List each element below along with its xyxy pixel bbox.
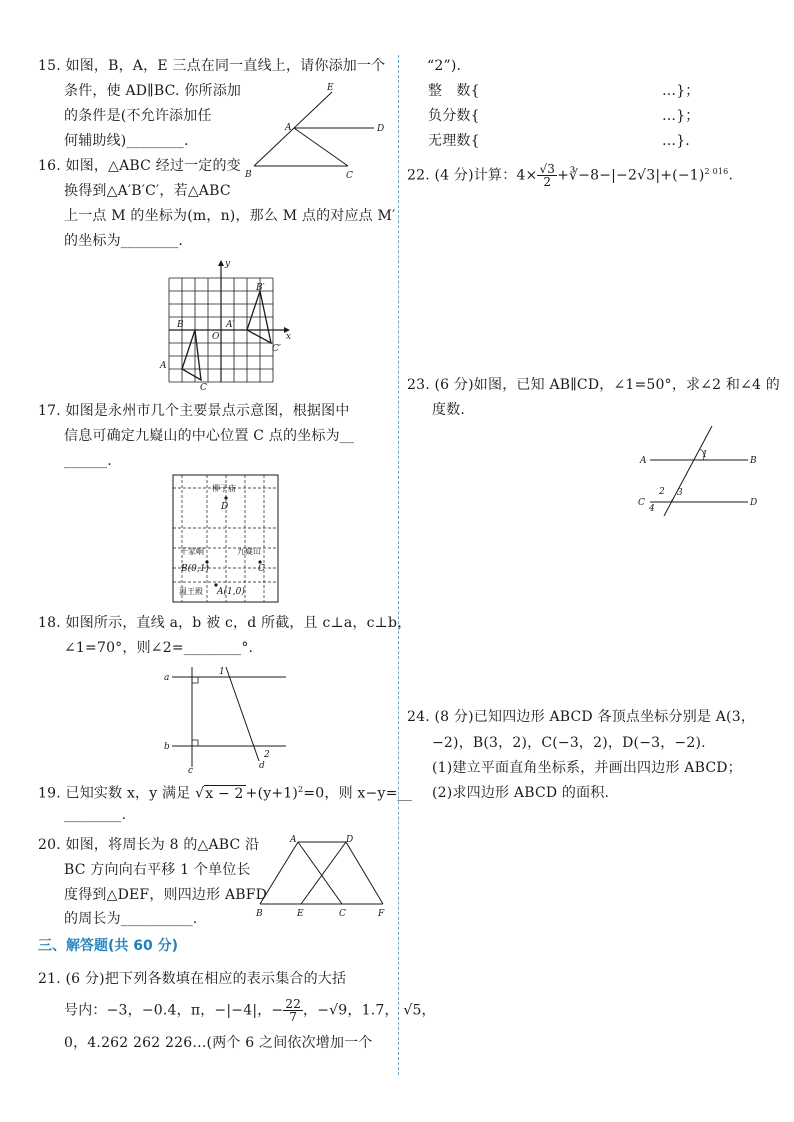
q17-label-a: A(1,0)	[217, 587, 245, 597]
q17-place-4: 温王殿	[179, 587, 203, 596]
q21-line-2	[64, 998, 436, 1023]
q19-sqrt: √x − 2	[195, 785, 244, 802]
q22-frac-den: 2	[543, 175, 552, 190]
q21-set-negative-fraction-close: …}；	[662, 108, 700, 124]
q21-line-2-mid: ，−√9，1.7，	[303, 1002, 399, 1019]
q23-label-c: C	[638, 498, 645, 508]
q23-label-d: D	[750, 498, 758, 508]
q21-line-3: 0，4.262 262 226…(两个 6 之间依次增加一个	[64, 1035, 373, 1051]
q16-line-1: 16. 如图，△ABC 经过一定的变	[38, 158, 241, 174]
q17-line-3: ______.	[64, 453, 112, 469]
q20-line-1: 20. 如图，将周长为 8 的△ABC 沿	[38, 837, 260, 853]
q17-label-d: D	[221, 502, 229, 512]
q19-power: 2	[298, 785, 304, 794]
q15-label-b: B	[245, 170, 252, 180]
q19-suffix: =0，则 x−y=__	[303, 785, 412, 802]
q21-set-integer-close: …}；	[662, 83, 700, 99]
q22-part2: +∛−8−|−2√3|+(−1)	[557, 167, 705, 184]
q24-line-2: −2)，B(3，2)，C(−3，2)，D(−3，−2).	[432, 735, 706, 751]
q21-frac-den: 7	[289, 1010, 298, 1024]
q23-figure	[634, 422, 769, 522]
q15-line-3: 的条件是(不允许添加任	[64, 108, 212, 124]
q21-set-irrational-close: …}.	[662, 133, 690, 149]
q23-label-b: B	[750, 456, 757, 466]
q16-line-3: 上一点 M 的坐标为(m，n)，那么 M 点的对应点 M′	[64, 208, 396, 224]
q20-label-e: E	[297, 909, 304, 919]
q21-fraction	[283, 998, 303, 1023]
section-3-title: 三、解答题(共 60 分)	[38, 938, 179, 954]
q15-line-2: 条件，使 AD∥BC. 你所添加	[64, 83, 242, 99]
q20-figure	[250, 830, 390, 920]
q16-line-2: 换得到△A′B′C′，若△ABC	[64, 183, 231, 199]
q24-line-3: (1)建立平面直角坐标系，并画出四边形 ABCD；	[432, 760, 742, 776]
q22-suffix: .	[728, 167, 734, 184]
q18-line-1: 18. 如图所示，直线 a，b 被 c，d 所截，且 c⊥a，c⊥b，	[38, 615, 412, 631]
q22-power: 2 016	[704, 167, 729, 176]
q15-label-c: C	[346, 171, 353, 181]
q16-label-b-prime: B′	[256, 283, 265, 293]
q18-label-a: a	[164, 673, 170, 683]
q21-set-irrational: 无理数{	[428, 133, 480, 149]
q17-place-2: 千家峒	[180, 547, 204, 556]
q17-place-1: 柳子庙	[212, 484, 236, 493]
q23-angle-1: 1	[702, 450, 708, 460]
q19-line-2: ________.	[64, 807, 127, 823]
q19-middle: +(y+1)	[245, 785, 299, 802]
q21-line-2-prefix: 号内：−3，−0.4，π，−|−4|，−	[64, 1002, 284, 1019]
q23-line-1: 23. (6 分)如图，已知 AB∥CD，∠1=50°，求∠2 和∠4 的	[407, 377, 781, 393]
q20-label-a: A	[290, 835, 297, 845]
q16-axis-x: x	[286, 332, 292, 342]
q16-label-b: B	[177, 320, 184, 330]
q17-map-figure	[172, 474, 280, 604]
q22-fraction	[537, 163, 557, 188]
q20-line-3: 度得到△DEF，则四边形 ABFD	[64, 887, 268, 903]
q21-set-integer: 整 数{	[428, 83, 480, 99]
q20-label-f: F	[378, 909, 385, 919]
q15-label-d: D	[377, 124, 385, 134]
q17-label-b: B(0,1)	[181, 564, 209, 574]
q23-angle-2: 2	[659, 487, 665, 497]
q15-label-e: E	[327, 83, 334, 93]
q19-line-1	[38, 778, 412, 806]
q16-label-a-prime: A′	[226, 320, 235, 330]
q20-label-d: D	[346, 835, 354, 845]
q20-line-4: 的周长为__________.	[64, 911, 198, 927]
q16-label-c-prime: C′	[272, 344, 281, 354]
q19-radicand: x − 2	[205, 785, 244, 802]
q18-angle-1: 1	[219, 667, 225, 677]
q20-label-b: B	[256, 909, 263, 919]
q19-prefix: 19. 已知实数 x，y 满足	[38, 785, 191, 802]
q16-label-c: C	[200, 383, 207, 393]
q15-line-1: 15. 如图，B，A，E 三点在同一直线上，请你添加一个	[38, 58, 386, 74]
q23-label-a: A	[640, 456, 647, 466]
q18-label-d: d	[259, 761, 265, 771]
q24-line-4: (2)求四边形 ABCD 的面积.	[432, 785, 610, 801]
q23-line-2: 度数.	[432, 402, 466, 418]
q16-label-a: A	[160, 361, 167, 371]
q23-angle-3: 3	[677, 488, 683, 498]
q22-line-1	[407, 160, 733, 188]
column-divider	[398, 55, 399, 1075]
q18-figure	[160, 663, 295, 776]
q18-label-b: b	[164, 742, 170, 752]
q16-grid-figure	[158, 258, 298, 393]
q21-set-negative-fraction: 负分数{	[428, 108, 480, 124]
q20-label-c: C	[339, 909, 346, 919]
q17-line-1: 17. 如图是永州市几个主要景点示意图，根据图中	[38, 403, 350, 419]
q18-label-c: c	[188, 766, 194, 776]
q24-line-1: 24. (8 分)已知四边形 ABCD 各顶点坐标分别是 A(3，	[407, 709, 756, 725]
q21-line-4: “2”).	[427, 58, 462, 74]
q18-angle-2: 2	[264, 750, 270, 760]
q15-line-4: 何辅助线)________.	[64, 133, 189, 149]
q17-place-3: 九嶷山	[237, 547, 261, 556]
q21-line-1: 21. (6 分)把下列各数填在相应的表示集合的大括	[38, 971, 347, 987]
q21-frac-num: 22	[285, 997, 302, 1011]
q20-line-2: BC 方向向右平移 1 个单位长	[64, 862, 251, 878]
q17-line-2: 信息可确定九嶷山的中心位置 C 点的坐标为__	[64, 428, 355, 444]
q15-label-a: A	[285, 123, 292, 133]
q15-figure	[236, 80, 386, 185]
q23-angle-4: 4	[649, 504, 655, 514]
q16-line-4: 的坐标为________.	[64, 233, 184, 249]
q18-line-2: ∠1=70°，则∠2=________°.	[64, 640, 254, 656]
q16-origin: O	[212, 332, 220, 342]
q22-frac-num: √3	[539, 162, 556, 177]
q17-label-c: C	[258, 564, 265, 574]
q21-sqrt5: √5，	[403, 1002, 436, 1019]
q16-axis-y: y	[225, 259, 231, 269]
q22-prefix: 22. (4 分)计算：4×	[407, 167, 538, 184]
